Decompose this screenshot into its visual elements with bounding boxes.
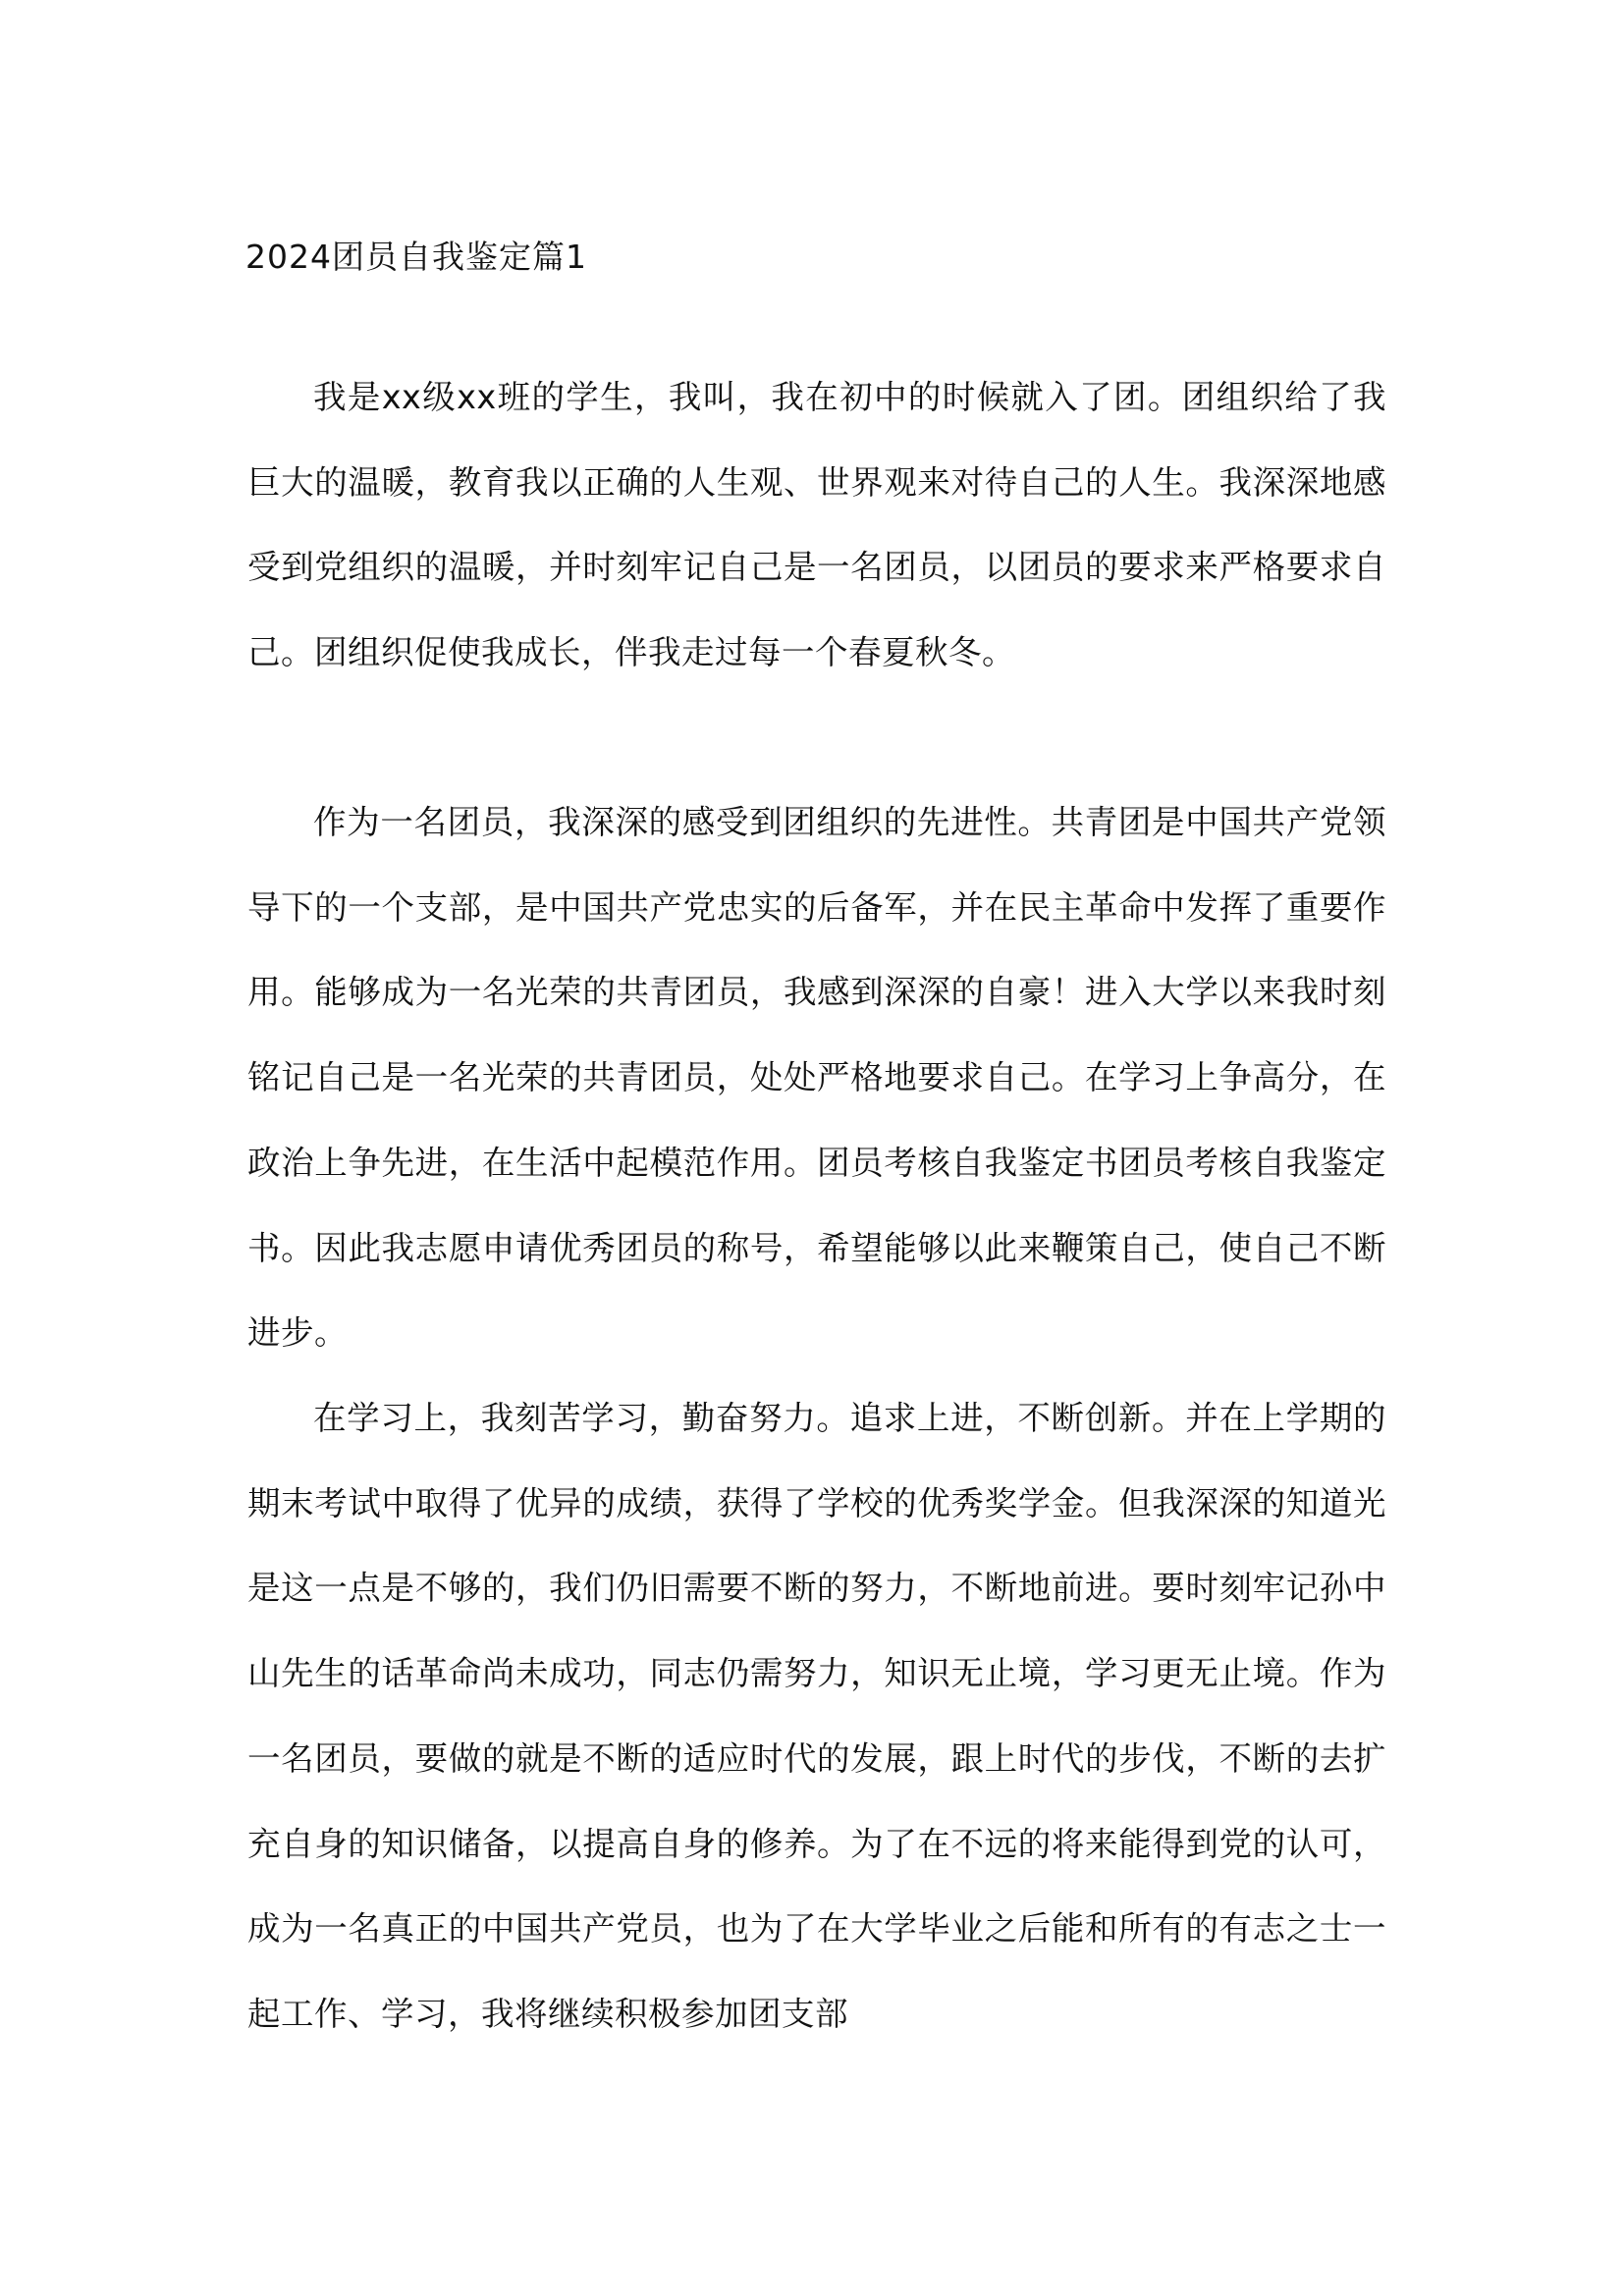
paragraph-3: 在学习上，我刻苦学习，勤奋努力。追求上进，不断创新。并在上学期的期末考试中取得了优异的成绩，获得了学校的优秀奖学金。但我深深的知道光是这一点是不够的，我们仍旧需要不断的努力，不断地前进。要时刻牢记孙中山先生的话革命尚未成功，同志仍需努力，知识无止境，学习更无止境。作为一名团员，要做的就是不断的适应时代的发展，跟上时代的步伐，不断的去扩充自身的知识储备，以提高自身的修养。为了在不远的将来能得到党的认可，成为一名真正的中国共产党员，也为了在大学毕业之后能和所有的有志之士一起工作、学习，我将继续积极参加团支部 <box>247 1399 1386 2033</box>
document-title: 2024团员自我鉴定篇1 <box>245 238 587 276</box>
paragraph-2: 作为一名团员，我深深的感受到团组织的先进性。共青团是中国共产党领导下的一个支部，是中国共产党忠实的后备军，并在民主革命中发挥了重要作用。能够成为一名光荣的共青团员，我感到深深的自豪！进入大学以来我时刻铭记自己是一名光荣的共青团员，处处严格地要求自己。在学习上争高分，在政治上争先进，在生活中起模范作用。团员考核自我鉴定书团员考核自我鉴定书。因此我志愿申请优秀团员的称号，希望能够以此来鞭策自己，使自己不断进步。 <box>247 803 1386 1353</box>
paragraph-1: 我是xx级xx班的学生，我叫，我在初中的时候就入了团。团组织给了我巨大的温暖，教育我以正确的人生观、世界观来对待自己的人生。我深深地感受到党组织的温暖，并时刻牢记自己是一名团员，以团员的要求来严格要求自己。团组织促使我成长，伴我走过每一个春夏秋冬。 <box>247 378 1386 672</box>
